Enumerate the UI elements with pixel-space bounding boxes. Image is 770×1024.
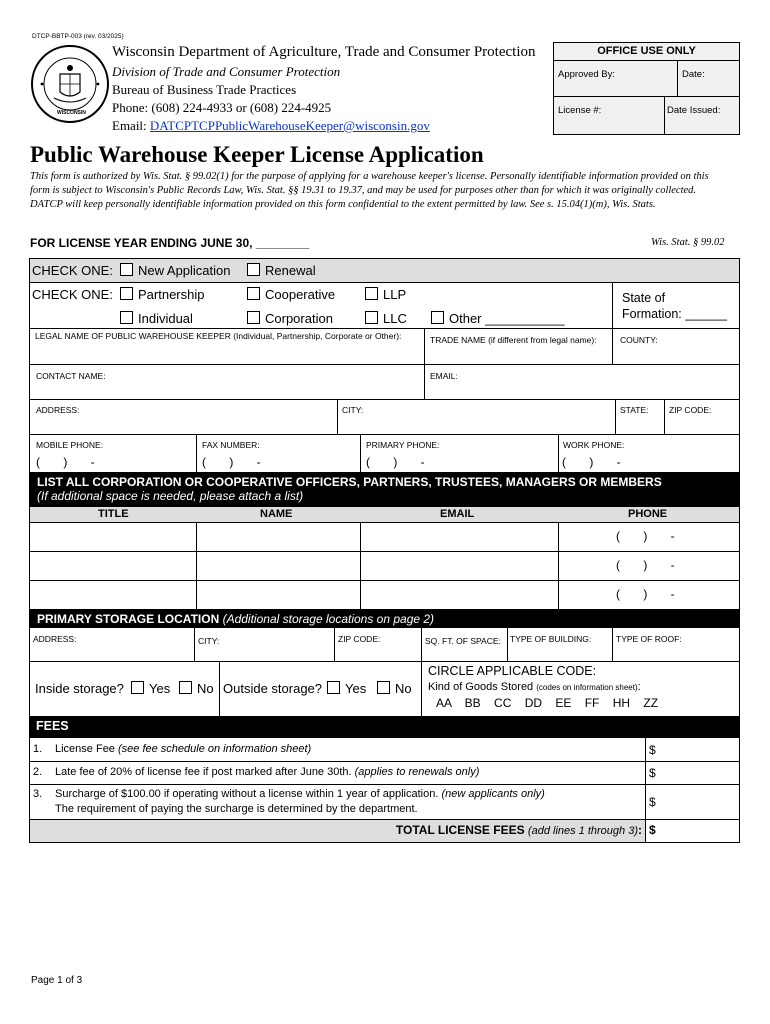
city-label: CITY: — [342, 405, 364, 415]
county-label: COUNTY: — [620, 335, 658, 345]
work-phone-field[interactable]: ( ) - — [562, 455, 621, 469]
fees-header: FEES — [36, 719, 69, 733]
check-one-label-2: CHECK ONE: — [32, 287, 113, 302]
date-issued-label: Date Issued: — [667, 105, 721, 116]
state-of-label: State of — [622, 291, 666, 305]
partnership-label: Partnership — [138, 287, 205, 302]
storage-header-bar — [29, 609, 740, 628]
fee-1-text: License Fee — [55, 743, 118, 755]
storage-header-note: (Additional storage locations on page 2) — [222, 612, 435, 626]
partnership-checkbox[interactable] — [120, 287, 133, 300]
other-checkbox[interactable] — [431, 311, 444, 324]
inside-storage-label: Inside storage? — [35, 681, 124, 696]
state-field[interactable] — [619, 418, 661, 430]
cooperative-checkbox[interactable] — [247, 287, 260, 300]
agency-phone: Phone: (608) 224-4933 or (608) 224-4925 — [112, 100, 332, 115]
address-label: ADDRESS: — [36, 405, 80, 415]
agency-email-label: Email: — [112, 118, 150, 133]
outside-storage-label: Outside storage? — [223, 681, 323, 696]
fee-3-dollar[interactable]: $ — [649, 795, 656, 809]
officer-row-2-phone[interactable]: ( ) - — [616, 558, 675, 572]
fax-number-field[interactable]: ( ) - — [202, 455, 261, 469]
contact-name-label: CONTACT NAME: — [36, 371, 106, 381]
officer-row-3-phone[interactable]: ( ) - — [616, 587, 675, 601]
col-email: EMAIL — [440, 508, 475, 520]
corporation-checkbox[interactable] — [247, 311, 260, 324]
individual-label: Individual — [138, 311, 193, 326]
outside-yes-option[interactable] — [327, 681, 366, 696]
outside-no-option[interactable] — [377, 681, 412, 696]
approved-by-label: Approved By: — [558, 69, 616, 80]
wisconsin-seal-icon — [30, 44, 110, 124]
check-one-label-1: CHECK ONE: — [32, 263, 113, 278]
zip-label: ZIP CODE: — [669, 405, 712, 415]
primary-phone-field[interactable]: ( ) - — [366, 455, 425, 469]
llc-option[interactable] — [365, 311, 407, 326]
renewal-option[interactable] — [247, 263, 316, 278]
fee-3-text: Surcharge of $100.00 if operating without a license within 1 year of application. — [55, 788, 442, 800]
new-application-option[interactable] — [120, 263, 231, 278]
officers-subheader: (If additional space is needed, please attach a list) — [37, 489, 304, 503]
individual-option[interactable] — [120, 311, 193, 326]
renewal-checkbox[interactable] — [247, 263, 260, 276]
fee-1-note: (see fee schedule on information sheet) — [117, 743, 312, 755]
inside-yes-option[interactable] — [131, 681, 170, 696]
corporation-option[interactable] — [247, 311, 333, 326]
zip-field[interactable] — [668, 418, 736, 430]
fee-3-text2: The requirement of paying the surcharge is determined by the department. — [55, 803, 418, 815]
col-phone: PHONE — [628, 508, 668, 520]
legal-name-field[interactable] — [34, 350, 419, 362]
trade-name-field[interactable] — [430, 348, 608, 360]
intro-paragraph: This form is authorized by Wis. Stat. § 99.02(1) for the purpose of applying for a warehouse keeper's license. Personally identifiable information provided on this form is subject to Wisconsin's Public Records Law, Wis. Stat. §§ 19.31 to 19.37, and may be used for purposes other than for which it was originally collected. DATCP will keep personally identifiable information provided on this form confidential to the extent permitted by law. See s. 15.04(1)(m), Wis. Stats. — [30, 171, 709, 211]
building-type-label: TYPE OF BUILDING: — [510, 634, 592, 644]
renewal-label: Renewal — [265, 263, 316, 278]
total-colon: : — [638, 823, 642, 837]
inside-no-option[interactable] — [179, 681, 214, 696]
llp-checkbox[interactable] — [365, 287, 378, 300]
mobile-phone-label: MOBILE PHONE: — [36, 440, 104, 450]
officers-header: LIST ALL CORPORATION OR COOPERATIVE OFFICERS, PARTNERS, TRUSTEES, MANAGERS OR MEMBERS — [37, 475, 662, 489]
partnership-option[interactable] — [120, 287, 204, 302]
address-field[interactable] — [34, 418, 332, 430]
storage-zip-label: ZIP CODE: — [338, 634, 381, 644]
officers-header-bar — [29, 472, 740, 507]
inside-no-label: No — [197, 681, 214, 696]
formation-label[interactable]: Formation: ______ — [622, 307, 727, 321]
llp-label: LLP — [383, 287, 407, 302]
individual-checkbox[interactable] — [120, 311, 133, 324]
officer-row-1-phone[interactable]: ( ) - — [616, 529, 675, 543]
col-title: TITLE — [98, 508, 129, 520]
storage-address-label: ADDRESS: — [33, 634, 77, 644]
officer-row-1-title[interactable] — [33, 530, 193, 544]
trade-name-label: TRADE NAME (if different from legal name): — [430, 335, 597, 345]
statute-ref: Wis. Stat. § 99.02 — [651, 237, 725, 248]
fee-2-num: 2. — [33, 766, 43, 778]
fees-header-bar — [29, 716, 740, 737]
mobile-phone-field[interactable]: ( ) - — [36, 455, 95, 469]
inside-yes-checkbox[interactable] — [131, 681, 144, 694]
officer-row-1-email[interactable] — [364, 530, 554, 544]
new-application-checkbox[interactable] — [120, 263, 133, 276]
fee-2-note: (applies to renewals only) — [354, 766, 480, 778]
corporation-label: Corporation — [265, 311, 333, 326]
fax-number-label: FAX NUMBER: — [202, 440, 260, 450]
goods-codes[interactable]: AA BB CC DD EE FF HH ZZ — [436, 696, 659, 710]
goods-stored-note: (codes on information sheet) — [536, 683, 638, 692]
fee-3-num: 3. — [33, 788, 43, 800]
license-number-label: License #: — [558, 105, 602, 116]
total-label: TOTAL LICENSE FEES — [395, 823, 528, 837]
state-label: STATE: — [620, 405, 649, 415]
cooperative-option[interactable] — [247, 287, 335, 302]
total-note: (add lines 1 through 3) — [527, 825, 638, 837]
goods-stored-label: Kind of Goods Stored — [428, 681, 537, 693]
form-number: DTCP-BBTP-003 (rev. 03/2025) — [32, 33, 124, 40]
inside-no-checkbox[interactable] — [179, 681, 192, 694]
fee-1-dollar[interactable]: $ — [649, 743, 656, 757]
license-year: FOR LICENSE YEAR ENDING JUNE 30, ________ — [30, 236, 310, 250]
outside-yes-label: Yes — [345, 681, 367, 696]
agency-name: Wisconsin Department of Agriculture, Trade and Consumer Protection — [112, 44, 536, 60]
agency-division: Division of Trade and Consumer Protection — [112, 64, 341, 79]
office-use-box — [553, 42, 740, 135]
cooperative-label: Cooperative — [265, 287, 336, 302]
outside-no-checkbox[interactable] — [377, 681, 390, 694]
total-dollar[interactable]: $ — [649, 823, 656, 837]
email-label: EMAIL: — [430, 371, 458, 381]
city-field[interactable] — [342, 418, 610, 430]
fee-1-num: 1. — [33, 743, 43, 755]
fee-3-note: (new applicants only) — [441, 788, 545, 800]
other-label: Other ___________ — [449, 311, 565, 326]
contact-name-field[interactable] — [34, 384, 419, 396]
primary-phone-label: PRIMARY PHONE: — [366, 440, 440, 450]
goods-stored-colon: : — [637, 681, 641, 693]
county-field[interactable] — [618, 348, 736, 360]
email-field[interactable] — [430, 384, 735, 396]
roof-type-label: TYPE OF ROOF: — [616, 634, 682, 644]
seal-text: WISCONSIN — [57, 110, 86, 116]
work-phone-label: WORK PHONE: — [563, 440, 625, 450]
llp-option[interactable] — [365, 287, 406, 302]
sqft-label: SQ. FT. OF SPACE: — [425, 636, 501, 646]
officer-row-1-name[interactable] — [200, 530, 356, 544]
other-option[interactable] — [431, 311, 565, 326]
date-label: Date: — [682, 69, 705, 80]
agency-email-link[interactable]: DATCPTCPPublicWarehouseKeeper@wisconsin.gov — [149, 118, 430, 133]
storage-city-label: CITY: — [198, 636, 220, 646]
page-title: Public Warehouse Keeper License Application — [30, 142, 484, 167]
page-number: Page 1 of 3 — [31, 975, 83, 986]
fee-2-text: Late fee of 20% of license fee if post marked after June 30th. — [55, 766, 355, 778]
llc-label: LLC — [383, 311, 407, 326]
circle-code-label: CIRCLE APPLICABLE CODE: — [428, 664, 597, 678]
legal-name-label: LEGAL NAME OF PUBLIC WAREHOUSE KEEPER (Individual, Partnership, Corporate or Other): — [35, 331, 402, 341]
outside-no-label: No — [395, 681, 412, 696]
storage-header: PRIMARY STORAGE LOCATION — [37, 612, 220, 626]
fee-2-dollar[interactable]: $ — [649, 766, 656, 780]
agency-bureau: Bureau of Business Trade Practices — [112, 82, 297, 97]
new-application-label: New Application — [138, 263, 231, 278]
llc-checkbox[interactable] — [365, 311, 378, 324]
office-use-title: OFFICE USE ONLY — [597, 45, 696, 57]
col-name: NAME — [260, 508, 293, 520]
inside-yes-label: Yes — [149, 681, 171, 696]
outside-yes-checkbox[interactable] — [327, 681, 340, 694]
